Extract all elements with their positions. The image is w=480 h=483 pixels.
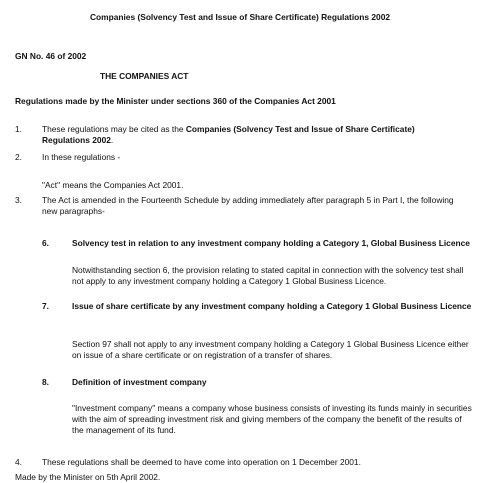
paragraph-4-number: 4. (15, 457, 22, 467)
section-7-heading: Issue of share certificate by any investment company holding a Category 1 Global Business Licence (72, 301, 472, 311)
paragraph-2-number: 2. (15, 152, 22, 162)
paragraph-1 (42, 124, 462, 146)
paragraph-1-number: 1. (15, 124, 22, 134)
paragraph-1-text: These regulations may be cited as the (42, 124, 186, 134)
section-8-number: 8. (42, 377, 49, 387)
paragraph-4-text: These regulations shall be deemed to have come into operation on 1 December 2001. (42, 457, 361, 467)
section-8-heading: Definition of investment company (72, 377, 207, 387)
section-7-text: Section 97 shall not apply to any investment company holding a Category 1 Global Business Licence either on issue of a share certificate or on registration of a transfer of shares. (72, 339, 469, 360)
section-6-text: Notwithstanding section 6, the provision relating to stated capital in connection with the solvency test shall not apply to any investment company holding a Category 1 Global Business Licence. (72, 265, 464, 286)
section-8-text: "Investment company" means a company whose business consists of investing its funds mainly in securities with the aim of spreading investment risk and giving members of the company the benefit of the results of the management of its fund. (72, 403, 472, 435)
paragraph-3-text: The Act is amended in the Fourteenth Schedule by adding immediately after paragraph 5 in Part I, the following new paragraphs- (42, 195, 454, 216)
made-by-statement: Made by the Minister on 5th April 2002. (15, 472, 161, 482)
section-6-heading: Solvency test in relation to any investment company holding a Category 1, Global Business Licence (72, 238, 470, 248)
act-definition: "Act" means the Companies Act 2001. (42, 180, 184, 190)
paragraph-2-text: In these regulations - (42, 152, 121, 162)
gn-number: GN No. 46 of 2002 (15, 51, 87, 61)
act-heading: THE COMPANIES ACT (100, 71, 189, 81)
regulations-made-statement: Regulations made by the Minister under sections 360 of the Companies Act 2001 (15, 96, 336, 106)
paragraph-1-end: . (110, 135, 114, 145)
section-7-number: 7. (42, 301, 49, 311)
paragraph-1-regulation-name: Companies (Solvency Test and Issue of Share Certificate) Regulations 2002 (42, 124, 415, 145)
document-title: Companies (Solvency Test and Issue of Share Certificate) Regulations 2002 (89, 12, 391, 22)
paragraph-3-number: 3. (15, 195, 22, 205)
section-6-number: 6. (42, 238, 49, 248)
